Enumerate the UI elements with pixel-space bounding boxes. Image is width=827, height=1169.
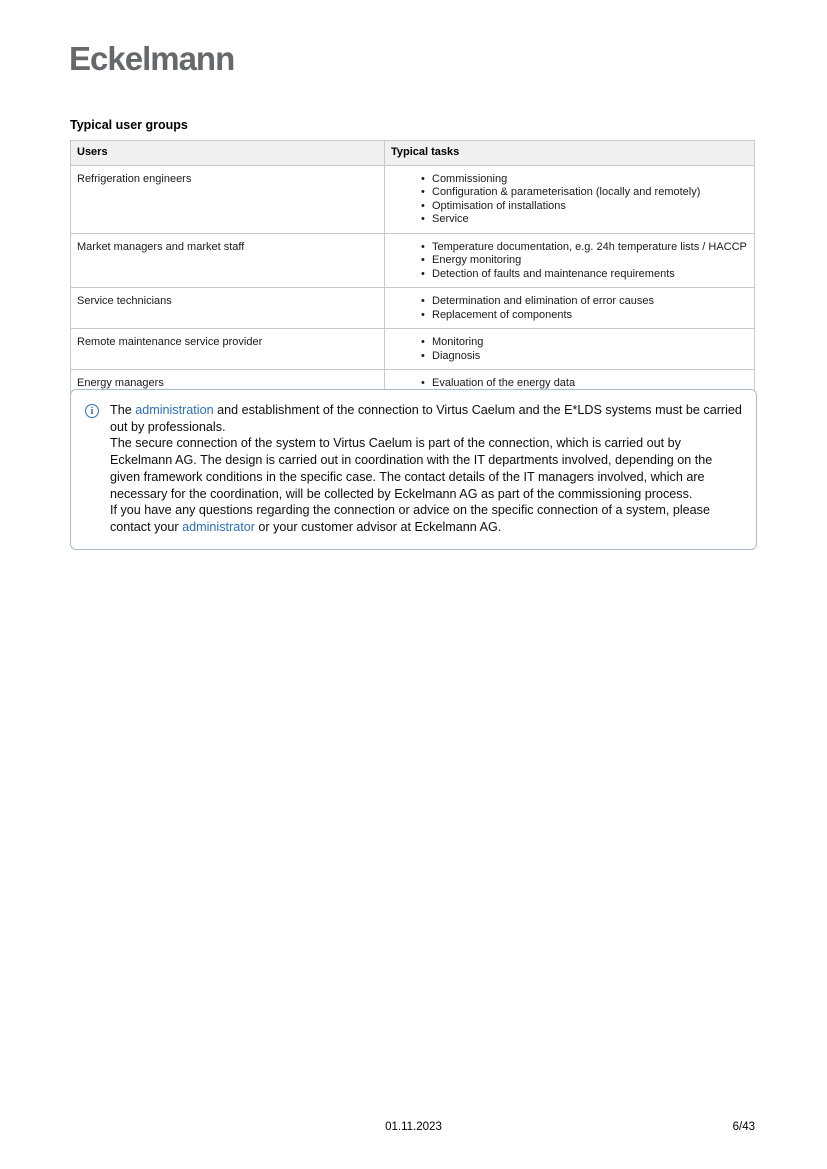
tasks-cell — [385, 233, 755, 288]
info-note-box — [70, 389, 757, 550]
task-item: • Detection of faults and maintenance requirements — [421, 268, 748, 282]
text-segment: and establishment of the connection to Virtus Caelum and the E*LDS systems must be carried out by professionals. — [110, 403, 742, 434]
task-item: • Diagnosis — [421, 350, 748, 364]
info-icon: i — [85, 404, 99, 418]
table-row — [71, 165, 755, 233]
table-row — [71, 233, 755, 288]
task-item: • Optimisation of installations — [421, 200, 748, 214]
inline-link[interactable]: administration — [135, 403, 214, 417]
user-group-cell: Refrigeration engineers — [71, 165, 385, 233]
user-group-cell: Energy managers — [71, 370, 385, 398]
task-item: • Replacement of components — [421, 309, 748, 323]
footer-page-number: 6/43 — [732, 1121, 755, 1133]
tasks-cell — [385, 165, 755, 233]
column-header-users: Users — [71, 141, 385, 166]
user-groups-table-wrap — [70, 140, 755, 398]
user-groups-table-body — [71, 165, 755, 397]
table-row — [71, 329, 755, 370]
eckelmann-logo: Eckelmann — [69, 40, 235, 77]
task-item: • Commissioning — [421, 173, 748, 187]
text-segment: The secure connection of the system to Virtus Caelum is part of the connection, which is carried out by Eckelmann AG. The design is carried out in coordination with the IT departments involved, depending on the given framework conditions in the specific case. The contact details of the IT managers involved, which are necessary for the coordination, will be collected by Eckelmann AG as part of the commissioning process. — [110, 436, 713, 501]
inline-link[interactable]: administrator — [182, 519, 255, 534]
note-text — [110, 402, 744, 536]
tasks-cell — [385, 288, 755, 329]
column-header-typical-tasks: Typical tasks — [385, 141, 755, 166]
table-header-row — [71, 141, 755, 166]
text-segment: If you have any questions regarding the connection or advice on the specific connection of a system, please contact your — [110, 503, 710, 534]
table-header — [71, 141, 755, 166]
task-list — [391, 295, 748, 322]
note-paragraph — [110, 435, 744, 502]
table-row — [71, 288, 755, 329]
tasks-cell — [385, 329, 755, 370]
note-paragraph — [110, 402, 744, 435]
task-list — [391, 336, 748, 363]
footer-date: 01.11.2023 — [385, 1121, 442, 1133]
text-segment: The — [110, 403, 136, 417]
task-item: • Determination and elimination of error causes — [421, 295, 748, 309]
task-item: • Service — [421, 213, 748, 227]
user-group-cell: Service technicians — [71, 288, 385, 329]
note-paragraph — [110, 502, 744, 535]
user-group-cell: Remote maintenance service provider — [71, 329, 385, 370]
text-segment: or your customer advisor at Eckelmann AG. — [254, 519, 502, 534]
user-groups-table — [70, 140, 755, 398]
task-list — [391, 173, 748, 227]
task-item: • Monitoring — [421, 336, 748, 350]
task-item: • Evaluation of the energy data — [421, 377, 748, 391]
task-list — [391, 241, 748, 282]
task-item: • Energy monitoring — [421, 254, 748, 268]
page-title: Typical user groups — [70, 118, 188, 132]
task-item: • Configuration & parameterisation (locally and remotely) — [421, 186, 748, 200]
user-group-cell: Market managers and market staff — [71, 233, 385, 288]
task-item: • Temperature documentation, e.g. 24h temperature lists / HACCP — [421, 241, 748, 255]
